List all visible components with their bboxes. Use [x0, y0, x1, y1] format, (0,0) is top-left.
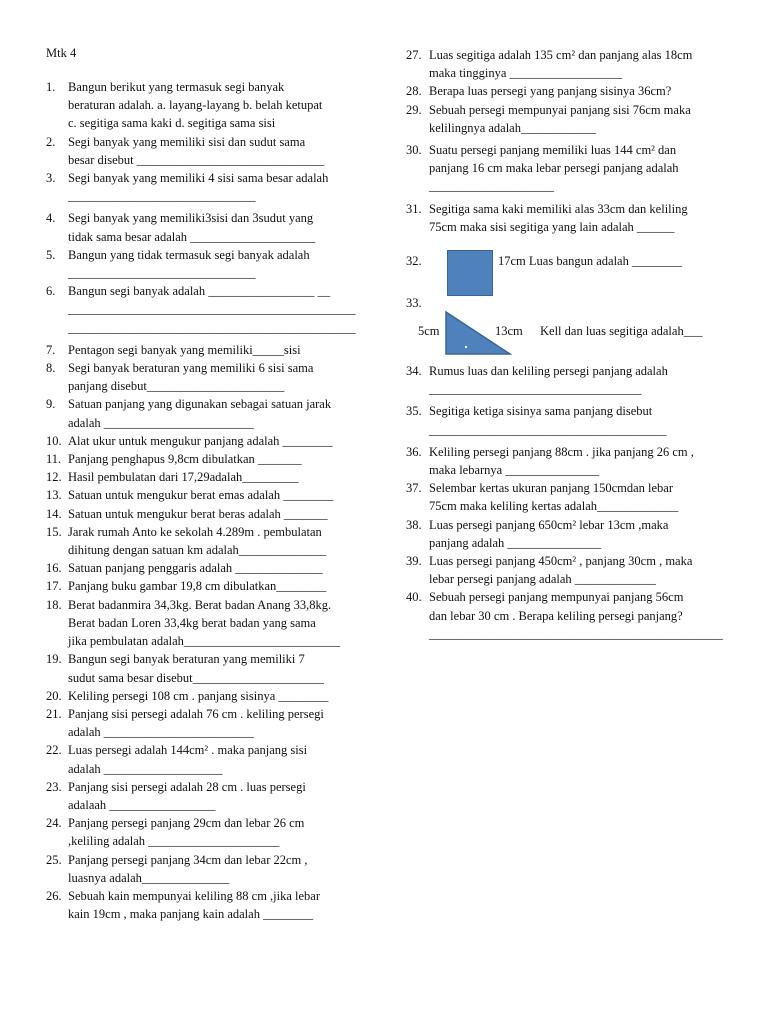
question-text: 17cm Luas bangun adalah ________ — [498, 254, 682, 269]
question-item — [46, 341, 360, 359]
question-number: 28. — [406, 84, 422, 99]
question-item — [46, 246, 360, 282]
question-item — [406, 588, 724, 643]
page-title: Mtk 4 — [46, 46, 77, 60]
question-number: 38. — [406, 517, 422, 532]
question-item — [406, 82, 724, 100]
question-text: Panjang persegi panjang 34cm dan lebar 22cm , luasnya adalah______________ — [68, 852, 308, 885]
question-number: 3. — [46, 171, 56, 186]
question-item — [46, 282, 360, 337]
question-text: Panjang persegi panjang 29cm dan lebar 26 cm ,keliling adalah _____________________ — [68, 816, 305, 849]
question-text: Segi banyak yang memiliki 4 sisi sama besar adalah ______________________________ — [68, 171, 329, 204]
question-text: Segitiga sama kaki memiliki alas 33cm dan keliling 75cm maka sisi segitiga yang lain adalah ______ — [429, 201, 688, 234]
question-number: 10. — [46, 433, 62, 448]
question-item — [46, 577, 360, 595]
question-item — [46, 814, 360, 850]
question-number: 32. — [406, 254, 422, 269]
question-text: Pentagon segi banyak yang memiliki_____sisi — [68, 342, 301, 357]
question-text: Sebuah kain mempunyai keliling 88 cm ,jika lebar kain 19cm , maka panjang kain adalah ________ — [68, 888, 321, 922]
question-text: Keliling persegi 108 cm . panjang sisinya ________ — [68, 688, 329, 703]
question-item — [46, 450, 360, 468]
triangle-side-label: 5cm — [418, 324, 440, 339]
question-item — [406, 479, 724, 515]
question-number: 15. — [46, 524, 62, 539]
question-number: 18. — [46, 597, 62, 612]
question-item — [46, 133, 360, 169]
question-item — [46, 687, 360, 705]
question-text: Panjang sisi persegi adalah 76 cm . keliling persegi adalah ________________________ — [68, 706, 324, 740]
question-number: 12. — [46, 470, 62, 485]
question-text: Suatu persegi panjang memiliki luas 144 cm² dan panjang 16 cm maka lebar persegi panjang adalah ____________________ — [429, 143, 679, 194]
question-number: 16. — [46, 561, 62, 576]
question-item — [406, 101, 724, 137]
question-text: Segi banyak yang memiliki sisi dan sudut sama besar disebut ______________________________ — [68, 134, 325, 167]
question-text: Selembar kertas ukuran panjang 150cmdan lebar 75cm maka keliling kertas adalah_____________ — [429, 481, 679, 514]
question-number: 27. — [406, 48, 422, 62]
question-text: Bangun berikut yang termasuk segi banyak beraturan adalah. a. layang-layang b. belah ketupat c. segitiga sama kaki d. segitiga sama sisi — [68, 80, 323, 131]
question-text: Bangun segi banyak adalah _________________ __ ______________________________________________ ______________________________________________ — [68, 284, 356, 335]
question-text: Segitiga ketiga sisinya sama panjang disebut ______________________________________ — [429, 404, 667, 437]
question-number: 34. — [406, 364, 422, 379]
question-text: Keliling persegi panjang 88cm . jika panjang 26 cm , maka lebarnya _______________ — [429, 444, 694, 478]
question-text: Segi banyak beraturan yang memiliki 6 sisi sama panjang disebut______________________ — [68, 361, 314, 394]
question-text: Sebuah persegi panjang mempunyai panjang 56cm dan lebar 30 cm . Berapa keliling persegi panjang? _______________________________________________ — [429, 590, 723, 641]
question-item — [46, 778, 360, 814]
question-item — [46, 78, 360, 133]
question-item — [406, 141, 724, 196]
question-number: 4. — [46, 211, 56, 226]
question-number: 31. — [406, 201, 422, 216]
question-text: Bangun yang tidak termasuk segi banyak adalah ______________________________ — [68, 247, 310, 281]
question-text: Satuan panjang penggaris adalah ______________ — [68, 561, 323, 576]
question-number: 22. — [46, 743, 62, 758]
question-number: 37. — [406, 481, 422, 496]
question-text: Panjang sisi persegi adalah 28 cm . luas persegi adalaah _________________ — [68, 779, 306, 812]
question-item — [46, 505, 360, 523]
triangle-hypotenuse-label: 13cm — [495, 324, 523, 339]
question-32 — [406, 244, 724, 280]
question-item — [46, 523, 360, 559]
question-text: Segi banyak yang memiliki3sisi dan 3sudut yang tidak sama besar adalah ____________________ — [68, 211, 316, 244]
question-item — [406, 200, 724, 236]
question-text: Panjang penghapus 9,8cm dibulatkan _______ — [68, 452, 302, 467]
question-number: 7. — [46, 342, 56, 357]
question-number: 17. — [46, 579, 62, 594]
question-item — [406, 46, 724, 82]
left-question-column — [46, 78, 360, 923]
question-text: Luas persegi panjang 650cm² lebar 13cm ,maka panjang adalah _______________ — [429, 517, 669, 550]
question-number: 19. — [46, 652, 62, 667]
question-number: 2. — [46, 134, 56, 149]
question-item — [406, 443, 724, 479]
question-number: 36. — [406, 444, 422, 459]
question-number: 14. — [46, 506, 62, 521]
question-number: 23. — [46, 779, 62, 794]
question-text: Sebuah persegi mempunyai panjang sisi 76cm maka kelilingnya adalah____________ — [429, 102, 691, 135]
question-number: 40. — [406, 590, 422, 605]
question-text: Luas persegi adalah 144cm² . maka panjang sisi adalah ___________________ — [68, 743, 308, 776]
question-text: Berapa luas persegi yang panjang sisinya 36cm? — [429, 84, 672, 99]
question-item — [46, 559, 360, 577]
question-item — [46, 432, 360, 450]
question-text: Panjang buku gambar 19,8 cm dibulatkan________ — [68, 579, 327, 594]
question-item — [46, 596, 360, 651]
question-item — [46, 395, 360, 431]
question-item — [46, 359, 360, 395]
question-item — [406, 362, 724, 398]
question-text: Bangun segi banyak beraturan yang memiliki 7 sudut sama besar disebut_____________________ — [68, 652, 324, 685]
question-item — [46, 705, 360, 741]
question-33 — [406, 280, 724, 338]
question-text: Luas segitiga adalah 135 cm² dan panjang alas 18cm maka tingginya __________________ — [429, 48, 693, 81]
question-number: 26. — [46, 888, 62, 903]
question-text: Jarak rumah Anto ke sekolah 4.289m . pembulatan dihitung dengan satuan km adalah______________ — [68, 524, 327, 558]
question-number: 1. — [46, 80, 56, 94]
question-number: 5. — [46, 247, 56, 262]
question-number: 29. — [406, 102, 422, 117]
question-item — [46, 209, 360, 245]
question-text: Luas persegi panjang 450cm² , panjang 30cm , maka lebar persegi panjang adalah _____________ — [429, 554, 693, 587]
question-item — [406, 552, 724, 588]
question-number: 25. — [46, 852, 62, 867]
question-text: Alat ukur untuk mengukur panjang adalah ________ — [68, 433, 333, 448]
question-item — [46, 650, 360, 686]
question-text: Rumus luas dan keliling persegi panjang adalah __________________________________ — [429, 364, 668, 397]
question-number: 24. — [46, 816, 62, 831]
right-question-column — [406, 46, 724, 643]
question-item — [46, 169, 360, 205]
question-item — [46, 851, 360, 887]
question-item — [46, 741, 360, 777]
question-text: Satuan panjang yang digunakan sebagai satuan jarak adalah ________________________ — [68, 397, 332, 430]
question-text: Hasil pembulatan dari 17,29adalah_________ — [68, 470, 299, 485]
question-item — [406, 516, 724, 552]
question-number: 35. — [406, 404, 422, 419]
question-number: 13. — [46, 488, 62, 503]
question-number: 33. — [406, 296, 422, 311]
question-text: Kell dan luas segitiga adalah___ — [540, 324, 703, 339]
question-number: 9. — [46, 397, 56, 412]
question-item — [46, 468, 360, 486]
question-number: 11. — [46, 452, 62, 467]
question-number: 30. — [406, 143, 422, 158]
question-text: Satuan untuk mengukur berat beras adalah _______ — [68, 506, 328, 521]
question-number: 6. — [46, 284, 56, 299]
question-item — [46, 486, 360, 504]
question-text: Berat badanmira 34,3kg. Berat badan Anang 33,8kg. Berat badan Loren 33,4kg berat badan yang sama jika pembulatan adalah_________________________ — [68, 597, 341, 649]
question-item — [406, 402, 724, 438]
question-text: Satuan untuk mengukur berat emas adalah ________ — [68, 488, 334, 503]
question-item — [46, 887, 360, 923]
question-number: 21. — [46, 706, 62, 721]
question-number: 39. — [406, 554, 422, 569]
question-number: 8. — [46, 361, 56, 376]
question-number: 20. — [46, 688, 62, 703]
